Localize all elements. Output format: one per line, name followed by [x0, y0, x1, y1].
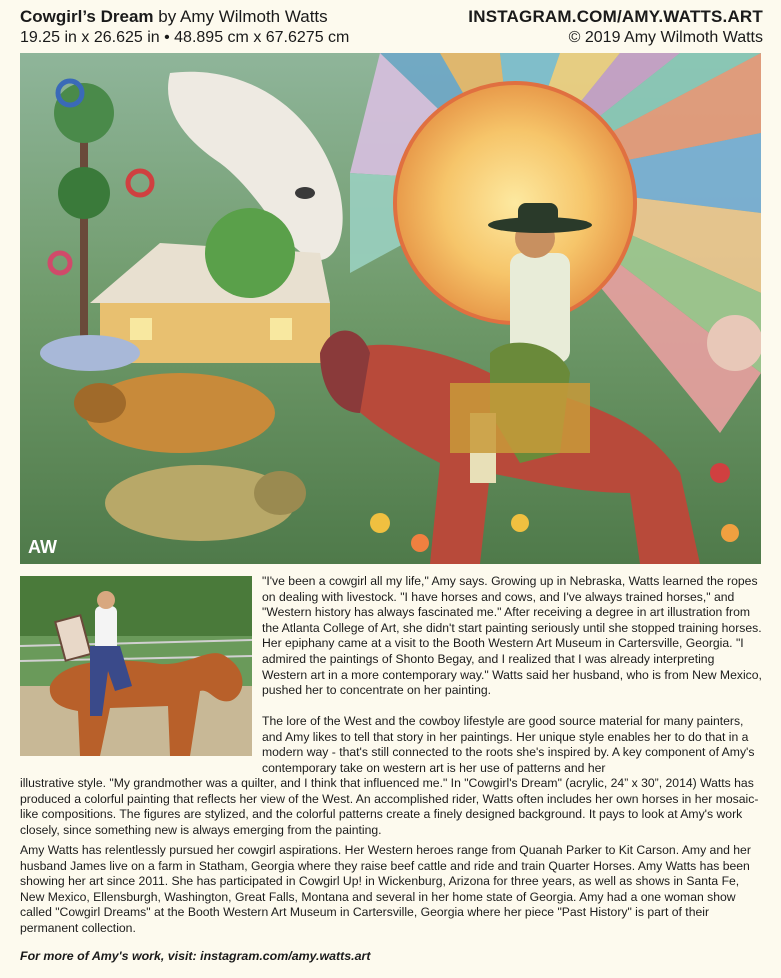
artist-photo [20, 576, 252, 756]
title-line [20, 6, 349, 28]
article-paragraph-2-end: illustrative style. "My grandmother was a quilter, and I think that influenced me." In "Cowgirl's Dream" (acrylic, 24” x 30”, 2014) Watts has produced a colorful painting that reflects her view of the West. An accomplished rider, Watts often includes her own horses in her mosaic-like compositions. The figures are stylized, and the colorful patterns create a finely designed background. It pays to look at Amy's work closely, since something new is always emerging from the painting. [20, 776, 759, 837]
painting-image-icon [20, 53, 761, 564]
artwork-byline: by Amy Wilmoth Watts [158, 7, 328, 26]
article-paragraph-2-start: The lore of the West and the cowboy lifestyle are good source material for many painters, and Amy likes to tell that story in her paintings. Her unique style enables her to do that in a modern way - that's still connected to the roots she's inspired by. A key component of Amy's contemporary take on western art is her use of patterns and her [262, 714, 755, 775]
article-paragraph-3: Amy Watts has relentlessly pursued her cowgirl aspirations. Her Western heroes range from Quanah Parker to Kit Carson. Amy and her husband James live on a farm in Statham, Georgia where they raise beef cattle and ride and train Quarter Horses. Amy Watts has been showing her art since 2011. She has participated in Cowgirl Up! in Wickenburg, Arizona for three years, as well as shows in Santa Fe, New Mexico, Ellensburgh, Washington, Great Falls, Montana and several in her home state of Georgia. Amy had a one woman show called "Cowgirl Dreams" at the Booth Western Art Museum in Cartersville, Georgia where her piece "Past History" is part of their permanent collection. [20, 843, 751, 935]
painting-signature: AW [28, 537, 57, 557]
instagram-handle[interactable]: INSTAGRAM.COM/AMY.WATTS.ART [468, 7, 763, 26]
article-paragraph-1: "I've been a cowgirl all my life," Amy says. Growing up in Nebraska, Watts learned the ropes on dealing with livestock. "I have horses and cows, and I've always trained horses," and "Western history has always fascinated me." After receiving a degree in art illustration from the Atlanta College of Art, she didn't start painting seriously until she stopped training horses. Her epiphany came at a visit to the Booth Western Art Museum in Cartersville, Georgia. "I admired the paintings of Shonto Begay, and I realized that I was already interpreting Western art in a more contemporary way." Watts said her husband, who is from New Mexico, pushed her to concentrate on her painting. [262, 574, 762, 698]
footer-instagram-link[interactable]: For more of Amy's work, visit: instagram.com/amy.watts.art [20, 949, 371, 963]
artwork-title: Cowgirl’s Dream [20, 7, 154, 26]
artist-on-horse-photo-icon [20, 576, 252, 756]
header-left [20, 6, 349, 48]
painting-image [20, 53, 761, 564]
copyright-notice: © 2019 Amy Wilmoth Watts [568, 29, 763, 46]
header-right [468, 6, 763, 48]
artwork-dimensions: 19.25 in x 26.625 in • 48.895 cm x 67.6275 cm [20, 29, 350, 46]
header [0, 0, 781, 50]
